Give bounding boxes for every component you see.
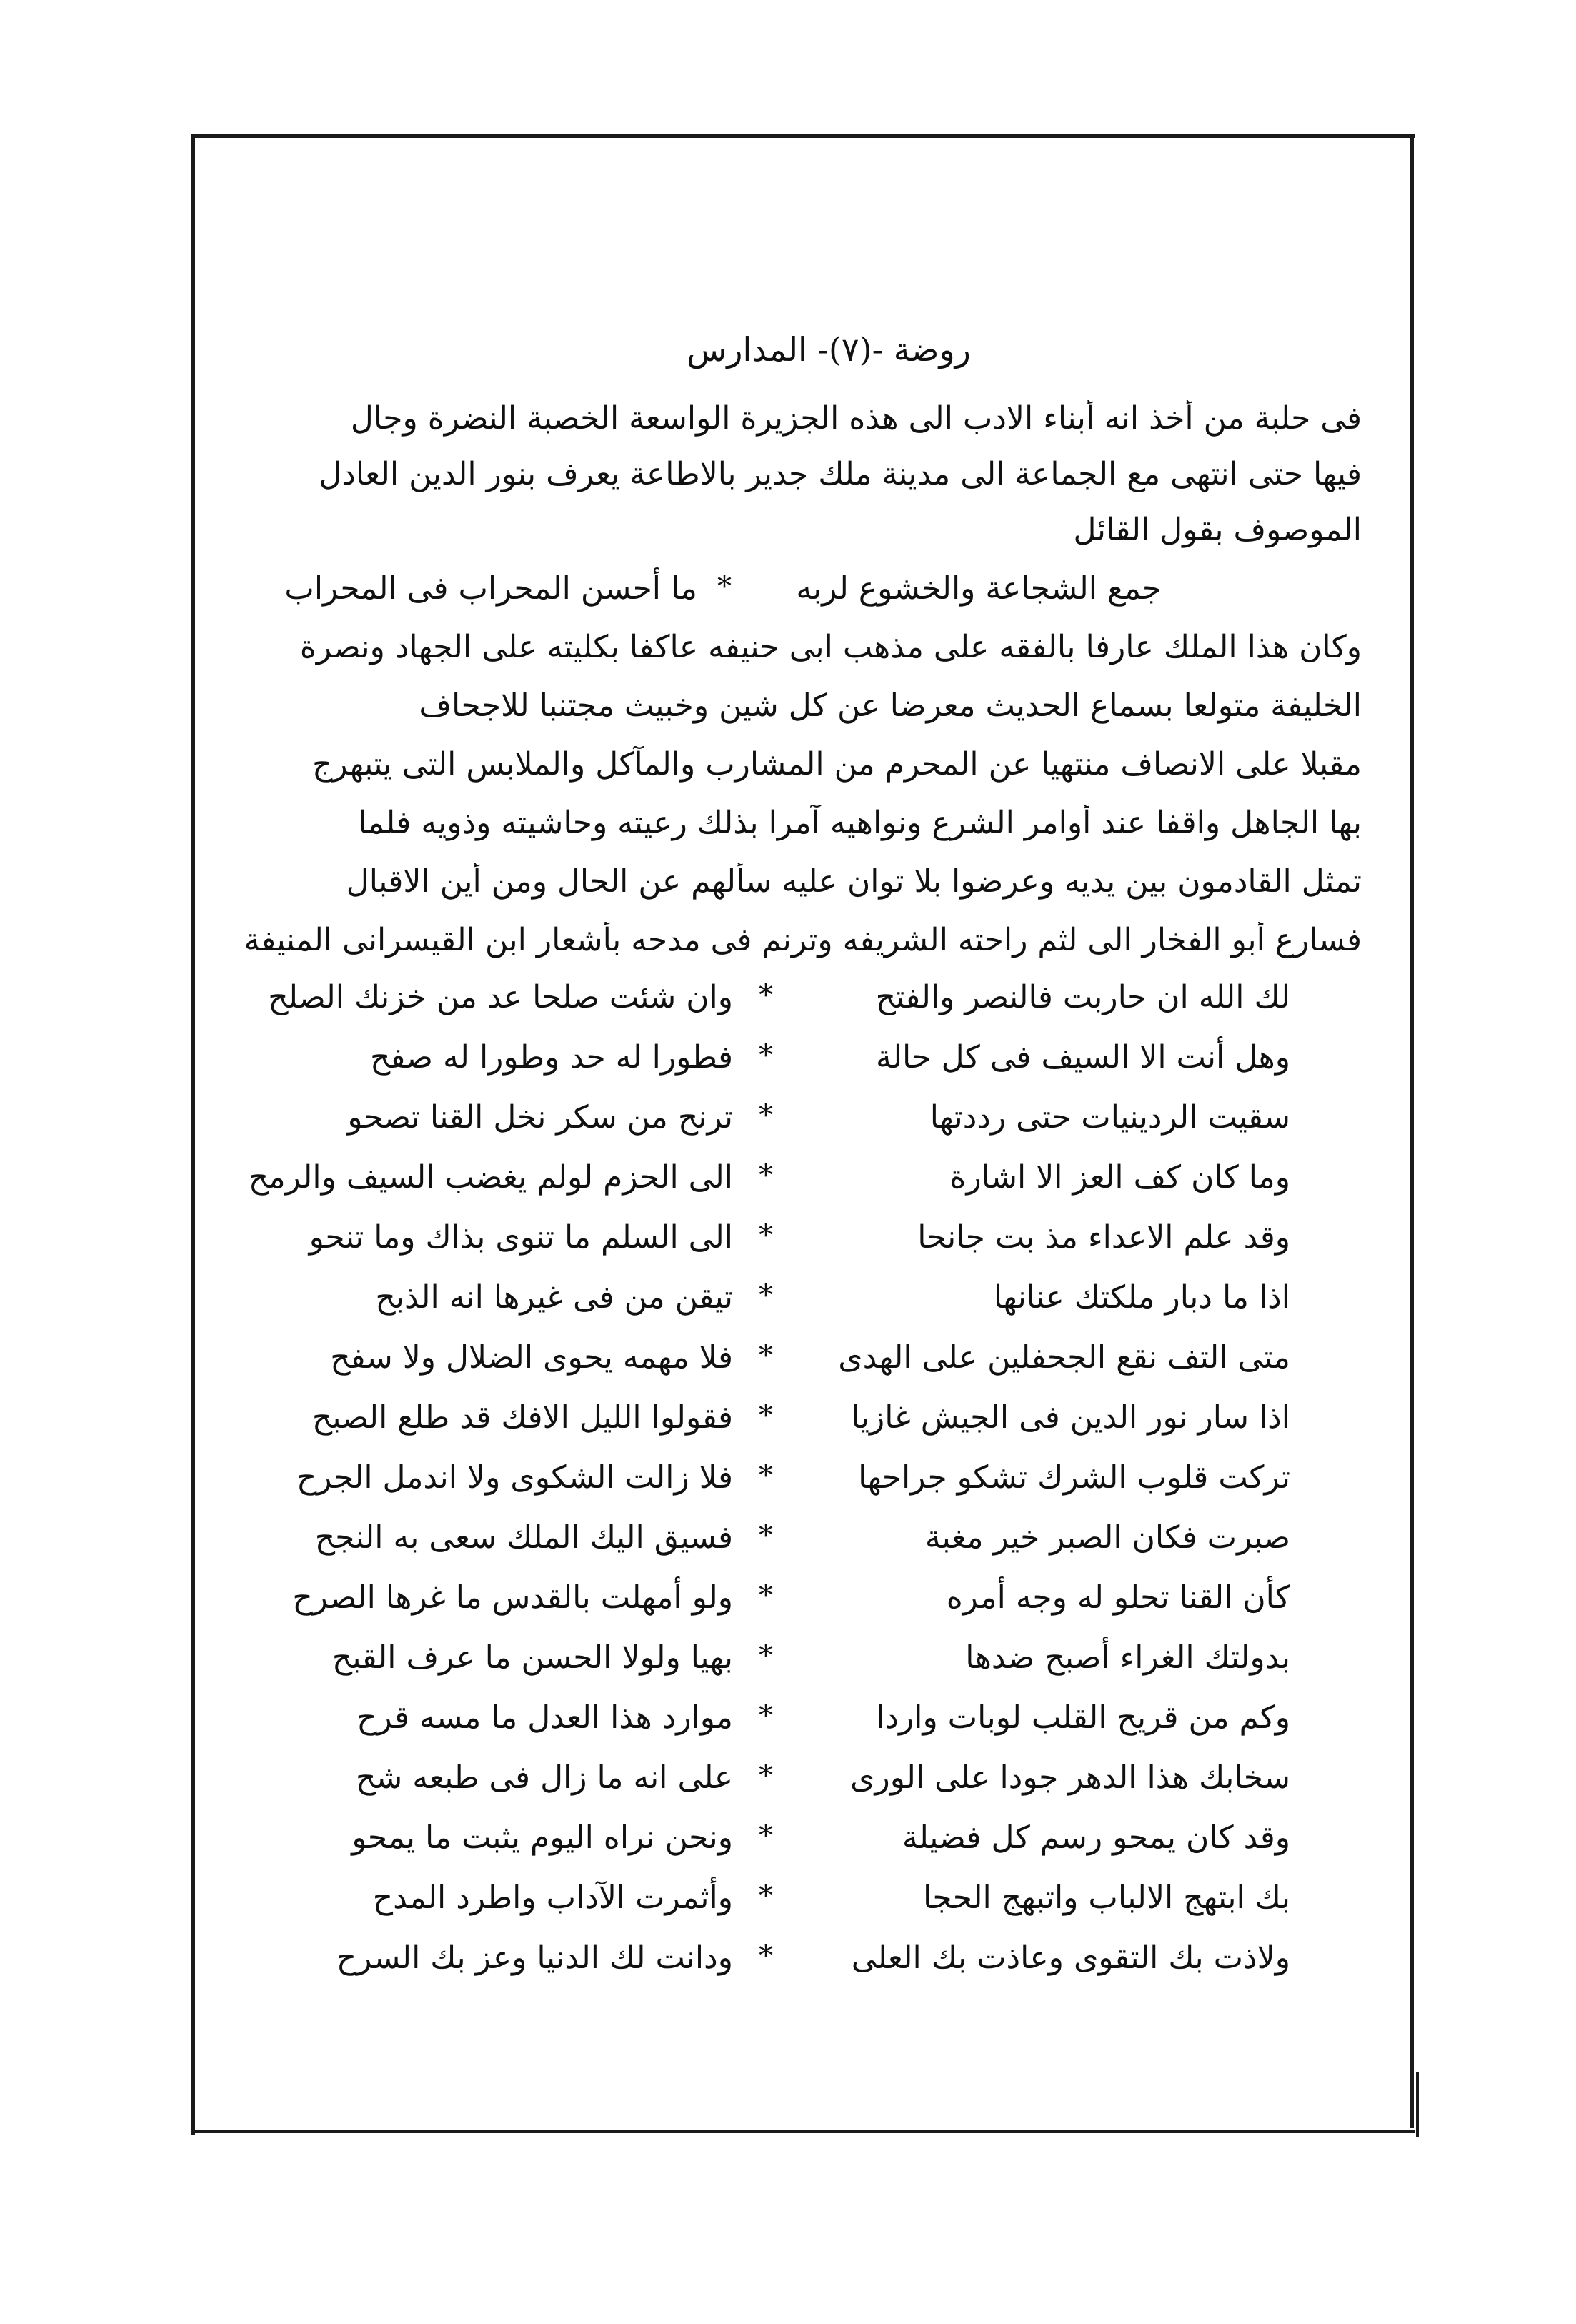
poem-verse [204, 1879, 1290, 1930]
poem-verse [204, 1399, 1290, 1449]
verse-first-hemistich: متى التف نقع الجحفلين على الهدى [838, 1339, 1290, 1376]
poem-verse [204, 1159, 1290, 1209]
verse-second-hemistich: ما أحسن المحراب فى المحراب [284, 570, 697, 607]
verse-second-hemistich: فقولوا الليل الافك قد طلع الصبح [311, 1399, 733, 1436]
verse-second-hemistich: فلا زالت الشكوى ولا اندمل الجرح [296, 1459, 733, 1496]
verse-first-hemistich: ولاذت بك التقوى وعاذت بك العلى [851, 1940, 1290, 1976]
verse-first-hemistich: تركت قلوب الشرك تشكو جراحها [858, 1459, 1290, 1496]
verse-second-hemistich: فسيق اليك الملك سعى به النجح [314, 1519, 733, 1556]
poem-verse [204, 979, 1290, 1029]
verse-second-hemistich: الى الحزم لولم يغضب السيف والرمح [248, 1159, 733, 1196]
verse-separator: * [759, 1099, 773, 1132]
verse-separator: * [759, 1940, 773, 1972]
poem-verse [204, 1459, 1290, 1509]
poem-verse [204, 1279, 1290, 1329]
verse-separator: * [759, 1519, 773, 1552]
verse-separator: * [759, 1879, 773, 1912]
prose-line: الخليفة متولعا بسماع الحديث معرضا عن كل شين وخبيث مجتنبا للاجحاف [419, 687, 1362, 724]
poem-verse [204, 1519, 1290, 1569]
verse-first-hemistich: وهل أنت الا السيف فى كل حالة [876, 1039, 1290, 1076]
verse-separator: * [759, 1399, 773, 1432]
prose-line: الموصوف بقول القائل [1073, 512, 1362, 548]
verse-first-hemistich: بدولتك الغراء أصبح ضدها [965, 1639, 1290, 1676]
verse-first-hemistich: وقد كان يمحو رسم كل فضيلة [902, 1819, 1290, 1856]
verse-second-hemistich: الى السلم ما تنوى بذاك وما تنحو [309, 1219, 733, 1256]
verse-first-hemistich: كأن القنا تحلو له وجه أمره [946, 1579, 1290, 1616]
opening-verse [76, 570, 1162, 620]
poem-verse [204, 1639, 1290, 1689]
verse-separator: * [759, 1639, 773, 1672]
prose-line: تمثل القادمون بين يديه وعرضوا بلا توان عليه سألهم عن الحال ومن أين الاقبال [346, 863, 1362, 900]
poem-verse [204, 1579, 1290, 1629]
poem-verse [204, 1940, 1290, 1990]
verse-separator: * [759, 979, 773, 1012]
prose-line: وكان هذا الملك عارفا بالفقه على مذهب ابى حنيفه عاكفا بكليته على الجهاد ونصرة [299, 629, 1362, 665]
verse-second-hemistich: ولو أمهلت بالقدس ما غرها الصرح [292, 1579, 733, 1616]
verse-separator: * [759, 1759, 773, 1792]
verse-second-hemistich: وأثمرت الآداب واطرد المدح [372, 1879, 733, 1916]
prose-line: فى حلبة من أخذ انه أبناء الادب الى هذه الجزيرة الواسعة الخصبة النضرة وجال [350, 400, 1362, 437]
poem-verse [204, 1219, 1290, 1269]
verse-first-hemistich: لك الله ان حاربت فالنصر والفتح [875, 979, 1290, 1015]
poem-verse [204, 1339, 1290, 1389]
verse-first-hemistich: سخابك هذا الدهر جودا على الورى [850, 1759, 1290, 1796]
verse-separator: * [759, 1819, 773, 1852]
verse-second-hemistich: ونحن نراه اليوم يثبت ما يمحو [351, 1819, 733, 1856]
verse-first-hemistich: اذا سار نور الدين فى الجيش غازيا [851, 1399, 1290, 1436]
verse-second-hemistich: بهيا ولولا الحسن ما عرف القبح [331, 1639, 733, 1676]
poem-verse [204, 1759, 1290, 1809]
verse-first-hemistich: اذا ما دبار ملكتك عنانها [993, 1279, 1290, 1316]
running-head: روضة -(٧)- المدارس [687, 330, 971, 369]
verse-first-hemistich: وقد علم الاعداء مذ بت جانحا [917, 1219, 1290, 1256]
verse-second-hemistich: تيقن من فى غيرها انه الذبح [375, 1279, 733, 1316]
verse-separator: * [759, 1219, 773, 1252]
poem-verse [204, 1819, 1290, 1869]
poem-verse [204, 1039, 1290, 1089]
poem-verse [204, 1099, 1290, 1149]
verse-separator: * [759, 1579, 773, 1612]
prose-line: بها الجاهل واقفا عند أوامر الشرع ونواهيه آمرا بذلك رعيته وحاشيته وذويه فلما [357, 805, 1362, 841]
poem-verse [204, 1699, 1290, 1749]
verse-second-hemistich: ودانت لك الدنيا وعز بك السرح [336, 1940, 733, 1976]
verse-separator: * [759, 1279, 773, 1312]
verse-first-hemistich: بك ابتهج الالباب واتبهج الحجا [922, 1879, 1290, 1916]
verse-second-hemistich: ترنح من سكر نخل القنا تصحو [347, 1099, 733, 1136]
verse-second-hemistich: موارد هذا العدل ما مسه قرح [356, 1699, 733, 1736]
verse-separator: * [759, 1459, 773, 1492]
verse-second-hemistich: وان شئت صلحا عد من خزنك الصلح [268, 979, 733, 1015]
verse-second-hemistich: فلا مهمه يحوى الضلال ولا سفح [330, 1339, 733, 1376]
prose-line: فيها حتى انتهى مع الجماعة الى مدينة ملك جدير بالاطاعة يعرف بنور الدين العادل [319, 456, 1362, 492]
verse-separator: * [759, 1039, 773, 1072]
verse-first-hemistich: جمع الشجاعة والخشوع لربه [796, 570, 1162, 607]
verse-second-hemistich: فطورا له حد وطورا له صفح [369, 1039, 733, 1076]
verse-separator: * [759, 1159, 773, 1192]
verse-separator: * [717, 570, 732, 603]
verse-second-hemistich: على انه ما زال فى طبعه شح [356, 1759, 733, 1796]
verse-separator: * [759, 1699, 773, 1732]
verse-first-hemistich: وكم من قريح القلب لوبات واردا [876, 1699, 1290, 1736]
verse-first-hemistich: سقيت الردينيات حتى رددتها [929, 1099, 1290, 1136]
verse-first-hemistich: وما كان كف العز الا اشارة [949, 1159, 1290, 1196]
verse-separator: * [759, 1339, 773, 1372]
prose-line: مقبلا على الانصاف منتهيا عن المحرم من المشارب والمآكل والملابس التى يتبهرج [312, 746, 1362, 783]
prose-line: فسارع أبو الفخار الى لثم راحته الشريفه وترنم فى مدحه بأشعار ابن القيسرانى المنيفة [244, 922, 1362, 958]
verse-first-hemistich: صبرت فكان الصبر خير مغبة [924, 1519, 1290, 1556]
